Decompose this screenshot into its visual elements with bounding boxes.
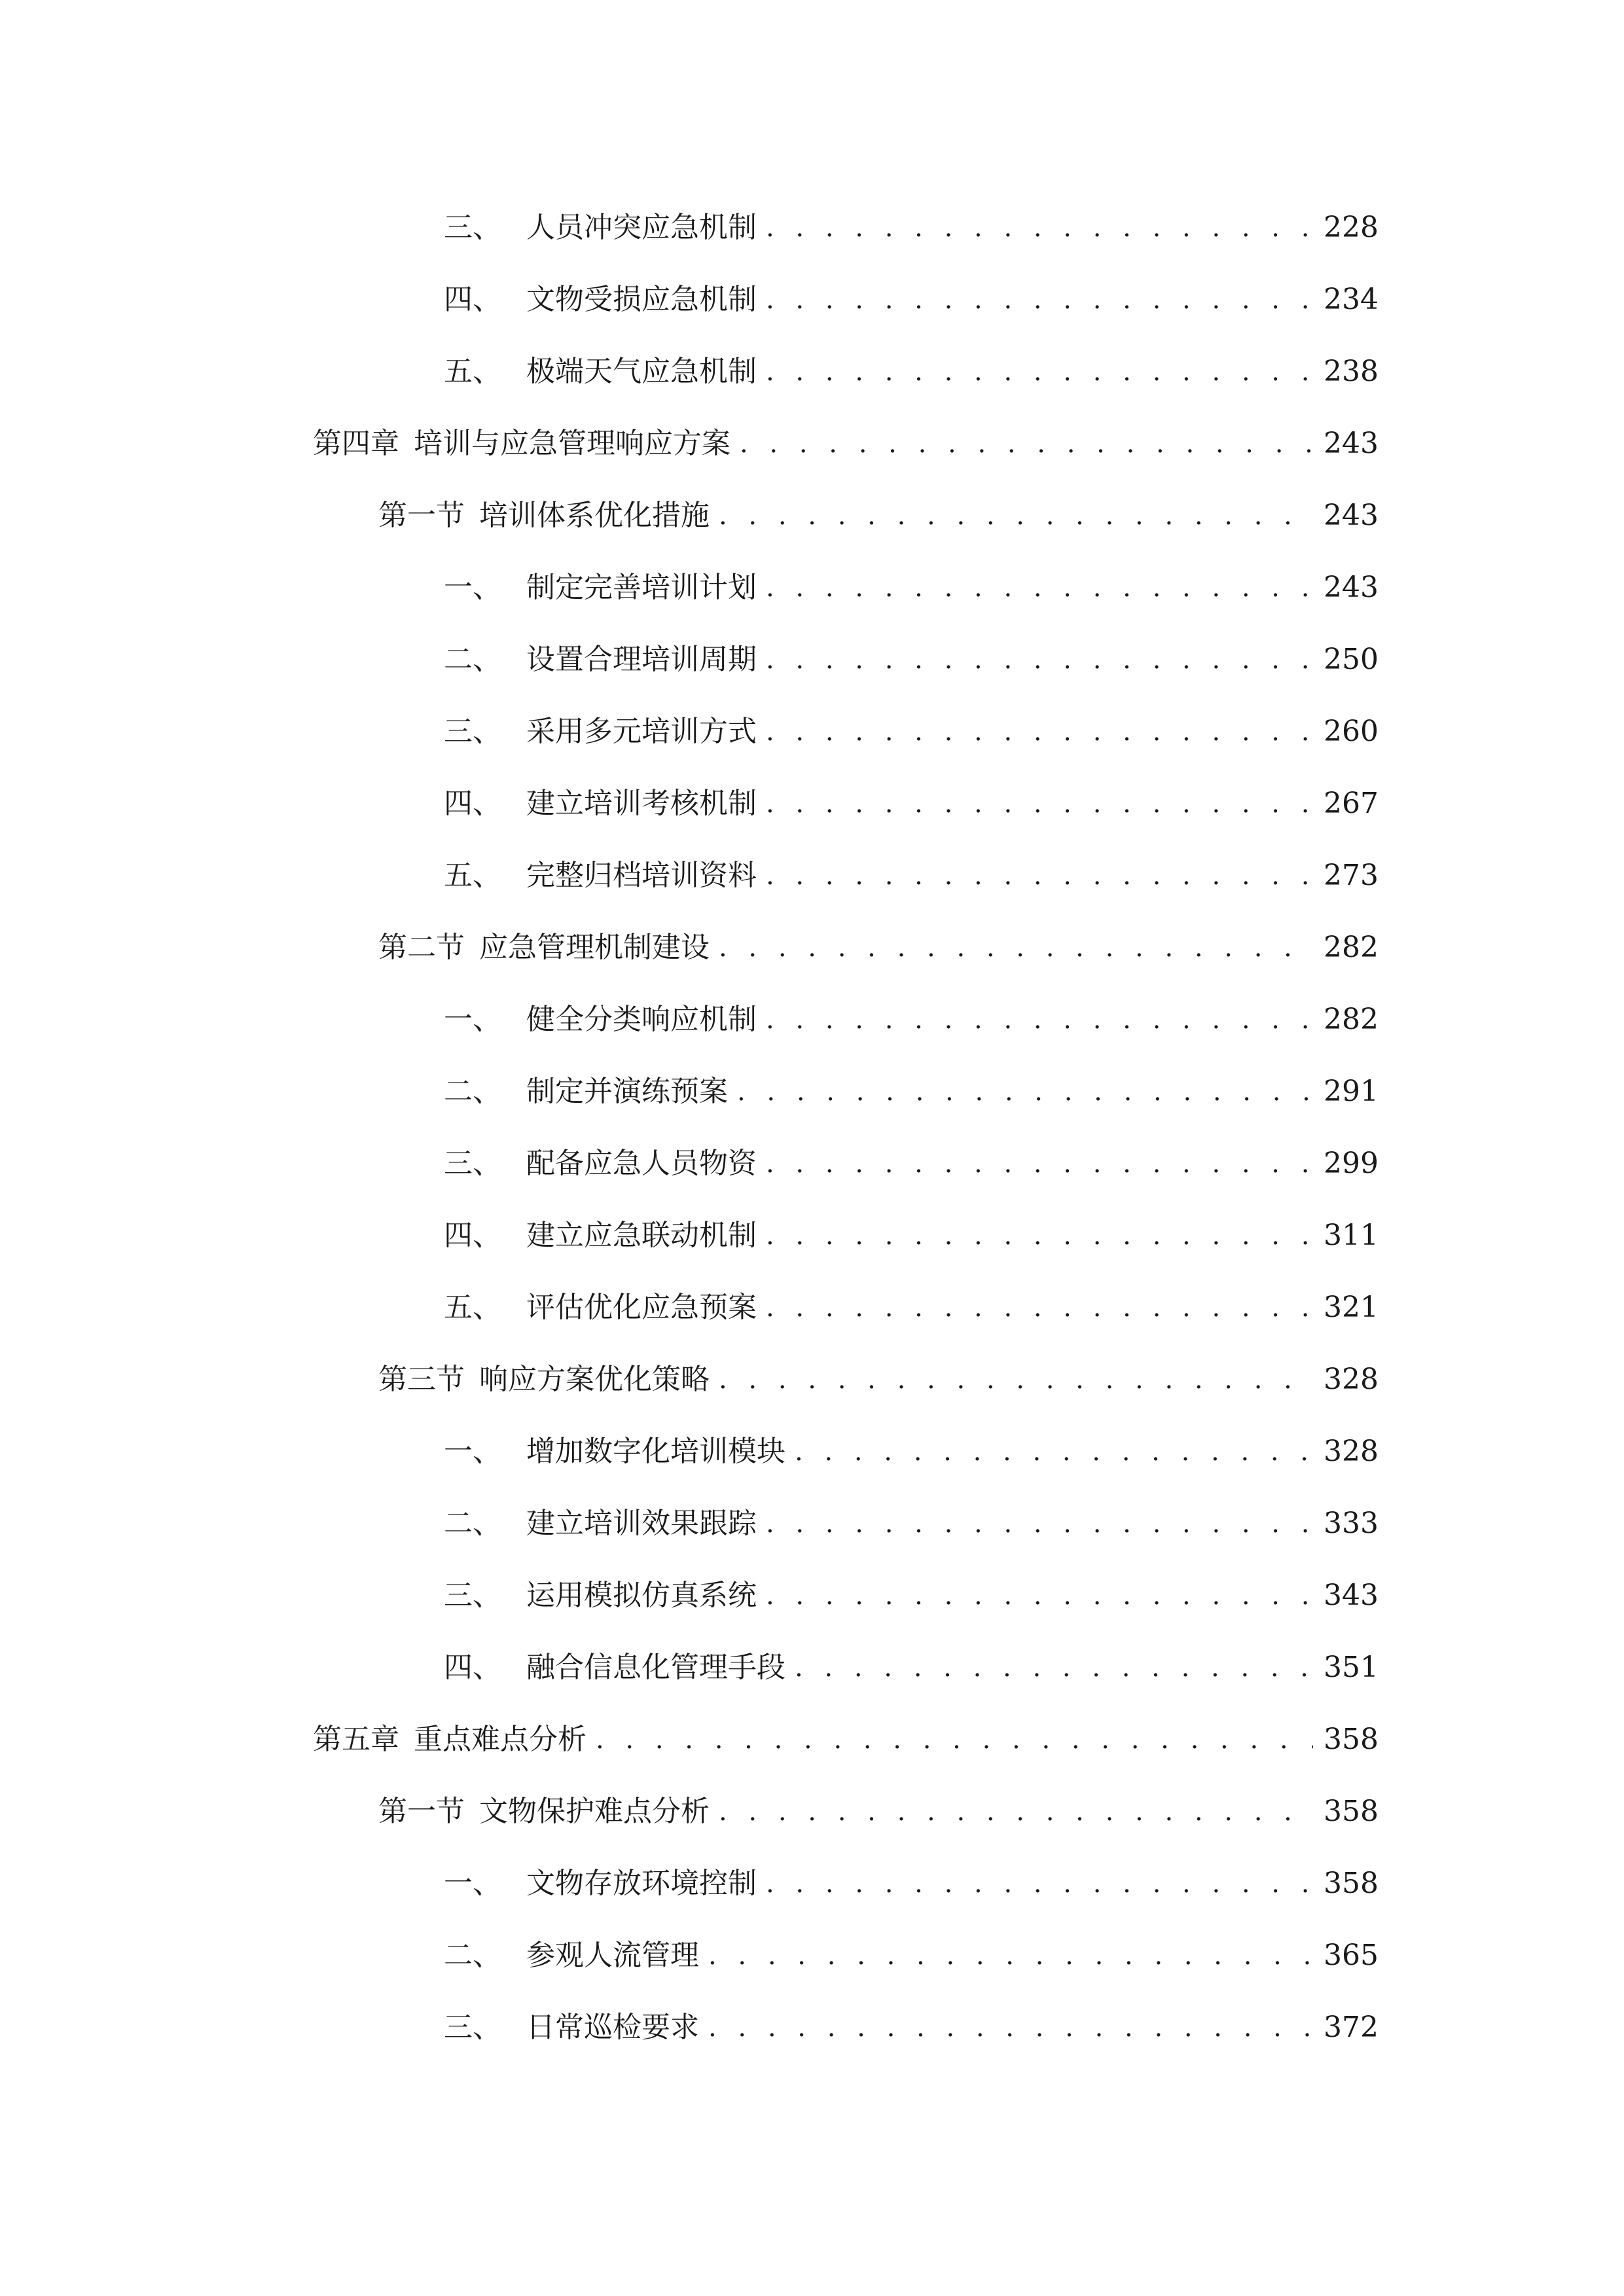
toc-entry-title: 重点难点分析 (414, 1723, 586, 1756)
toc-entry[interactable] (444, 1071, 1379, 1113)
toc-entry-page: 311 (1324, 1219, 1379, 1252)
toc-entry-number: 三、 (444, 2011, 501, 2044)
toc-entry[interactable] (444, 711, 1379, 753)
toc-entry[interactable] (444, 1575, 1379, 1617)
toc-entry-page: 243 (1324, 427, 1379, 460)
toc-entry[interactable] (444, 1863, 1379, 1905)
toc-section-entry[interactable] (378, 495, 1379, 537)
toc-entry-number: 四、 (444, 787, 501, 820)
dot-leader (766, 207, 1313, 249)
toc-entry-page: 328 (1324, 1435, 1379, 1468)
toc-entry-number: 第二节 (378, 931, 465, 964)
dot-leader (708, 1935, 1313, 1977)
toc-entry-page: 260 (1324, 715, 1379, 748)
toc-entry-page: 234 (1324, 283, 1379, 316)
dot-leader (766, 783, 1313, 825)
toc-entry-title: 完整归档培训资料 (526, 859, 757, 892)
toc-entry-page: 351 (1324, 1651, 1379, 1684)
toc-entry-number: 一、 (444, 1003, 501, 1036)
toc-entry[interactable] (444, 2007, 1379, 2049)
dot-leader (719, 1359, 1313, 1401)
toc-entry-title: 文物受损应急机制 (526, 283, 757, 316)
toc-entry-page: 273 (1324, 859, 1379, 892)
toc-entry-title: 人员冲突应急机制 (526, 211, 757, 244)
toc-entry-title: 评估优化应急预案 (526, 1291, 757, 1324)
toc-entry-title: 制定并演练预案 (526, 1075, 728, 1108)
toc-entry-number: 三、 (444, 1579, 501, 1612)
toc-entry-number: 第三节 (378, 1363, 465, 1396)
toc-section-entry[interactable] (378, 1359, 1379, 1401)
toc-entry-title: 增加数字化培训模块 (526, 1435, 785, 1468)
toc-entry-page: 267 (1324, 787, 1379, 820)
toc-entry-title: 培训体系优化措施 (479, 499, 710, 532)
toc-entry-number: 二、 (444, 1507, 501, 1540)
toc-chapter-entry[interactable] (313, 1719, 1379, 1761)
dot-leader (766, 711, 1313, 753)
toc-entry[interactable] (444, 639, 1379, 681)
toc-entry-number: 二、 (444, 1075, 501, 1108)
toc-entry-page: 365 (1324, 1939, 1379, 1972)
toc-chapter-entry[interactable] (313, 423, 1379, 465)
dot-leader (719, 927, 1313, 969)
toc-entry-title: 应急管理机制建设 (479, 931, 710, 964)
toc-entry-number: 一、 (444, 571, 501, 604)
dot-leader (719, 1791, 1313, 1833)
toc-entry-number: 第五章 (313, 1723, 399, 1756)
toc-entry-title: 运用模拟仿真系统 (526, 1579, 757, 1612)
dot-leader (766, 1143, 1313, 1185)
toc-entry-page: 282 (1324, 931, 1379, 964)
toc-entry[interactable] (444, 207, 1379, 249)
toc-entry[interactable] (444, 1215, 1379, 1257)
toc-entry-number: 第四章 (313, 427, 399, 460)
toc-entry[interactable] (444, 351, 1379, 393)
toc-entry-number: 四、 (444, 283, 501, 316)
toc-entry[interactable] (444, 1431, 1379, 1473)
dot-leader (766, 999, 1313, 1041)
toc-entry-number: 二、 (444, 1939, 501, 1972)
dot-leader (719, 495, 1313, 537)
toc-entry-title: 制定完善培训计划 (526, 571, 757, 604)
toc-entry-title: 建立培训效果跟踪 (526, 1507, 757, 1540)
toc-entry-page: 328 (1324, 1363, 1379, 1396)
dot-leader (795, 1431, 1313, 1473)
dot-leader (596, 1719, 1313, 1761)
toc-entry[interactable] (444, 855, 1379, 897)
toc-entry[interactable] (444, 1503, 1379, 1545)
toc-entry[interactable] (444, 1143, 1379, 1185)
dot-leader (766, 639, 1313, 681)
dot-leader (766, 1863, 1313, 1905)
toc-entry[interactable] (444, 279, 1379, 321)
toc-entry[interactable] (444, 567, 1379, 609)
toc-entry[interactable] (444, 1287, 1379, 1329)
dot-leader (766, 1215, 1313, 1257)
toc-section-entry[interactable] (378, 1791, 1379, 1833)
toc-entry-title: 响应方案优化策略 (479, 1363, 710, 1396)
toc-entry-page: 343 (1324, 1579, 1379, 1612)
toc-entry-title: 采用多元培训方式 (526, 715, 757, 748)
dot-leader (766, 1575, 1313, 1617)
toc-entry-number: 第一节 (378, 1795, 465, 1828)
toc-entry[interactable] (444, 999, 1379, 1041)
toc-entry-number: 一、 (444, 1867, 501, 1900)
toc-entry-number: 五、 (444, 859, 501, 892)
toc-entry-title: 文物保护难点分析 (479, 1795, 710, 1828)
toc-entry-number: 二、 (444, 643, 501, 676)
dot-leader (737, 1071, 1313, 1113)
toc-entry-page: 333 (1324, 1507, 1379, 1540)
toc-entry-page: 243 (1324, 571, 1379, 604)
toc-entry-page: 372 (1324, 2011, 1379, 2044)
toc-entry-page: 282 (1324, 1003, 1379, 1036)
dot-leader (766, 1503, 1313, 1545)
toc-entry-number: 三、 (444, 715, 501, 748)
dot-leader (795, 1647, 1313, 1689)
toc-entry-title: 建立应急联动机制 (526, 1219, 757, 1252)
toc-entry-number: 三、 (444, 211, 501, 244)
dot-leader (766, 567, 1313, 609)
toc-entry-number: 一、 (444, 1435, 501, 1468)
toc-entry-number: 四、 (444, 1219, 501, 1252)
toc-entry-number: 五、 (444, 355, 501, 388)
toc-entry-title: 日常巡检要求 (526, 2011, 699, 2044)
dot-leader (766, 279, 1313, 321)
toc-entry[interactable] (444, 1935, 1379, 1977)
toc-entry-page: 250 (1324, 643, 1379, 676)
toc-entry[interactable] (444, 783, 1379, 825)
toc-entry-number: 三、 (444, 1147, 501, 1180)
dot-leader (766, 1287, 1313, 1329)
toc-entry-page: 291 (1324, 1075, 1379, 1108)
toc-section-entry[interactable] (378, 927, 1379, 969)
toc-entry-title: 参观人流管理 (526, 1939, 699, 1972)
toc-entry-number: 五、 (444, 1291, 501, 1324)
toc-entry-title: 培训与应急管理响应方案 (414, 427, 731, 460)
toc-entry-page: 299 (1324, 1147, 1379, 1180)
dot-leader (708, 2007, 1313, 2049)
toc-entry-title: 极端天气应急机制 (526, 355, 757, 388)
toc-entry-title: 配备应急人员物资 (526, 1147, 757, 1180)
toc-entry-page: 358 (1324, 1795, 1379, 1828)
toc-entry-title: 健全分类响应机制 (526, 1003, 757, 1036)
toc-entry-number: 四、 (444, 1651, 501, 1684)
toc-entry-page: 358 (1324, 1723, 1379, 1756)
toc-entry-title: 建立培训考核机制 (526, 787, 757, 820)
toc-entry-title: 设置合理培训周期 (526, 643, 757, 676)
dot-leader (766, 855, 1313, 897)
toc-entry-page: 238 (1324, 355, 1379, 388)
toc-entry-page: 321 (1324, 1291, 1379, 1324)
toc-entry-page: 228 (1324, 211, 1379, 244)
dot-leader (766, 351, 1313, 393)
toc-entry-page: 358 (1324, 1867, 1379, 1900)
toc-entry-title: 融合信息化管理手段 (526, 1651, 785, 1684)
toc-entry-page: 243 (1324, 499, 1379, 532)
toc-entry-number: 第一节 (378, 499, 465, 532)
dot-leader (740, 423, 1313, 465)
toc-entry[interactable] (444, 1647, 1379, 1689)
toc-entry-title: 文物存放环境控制 (526, 1867, 757, 1900)
